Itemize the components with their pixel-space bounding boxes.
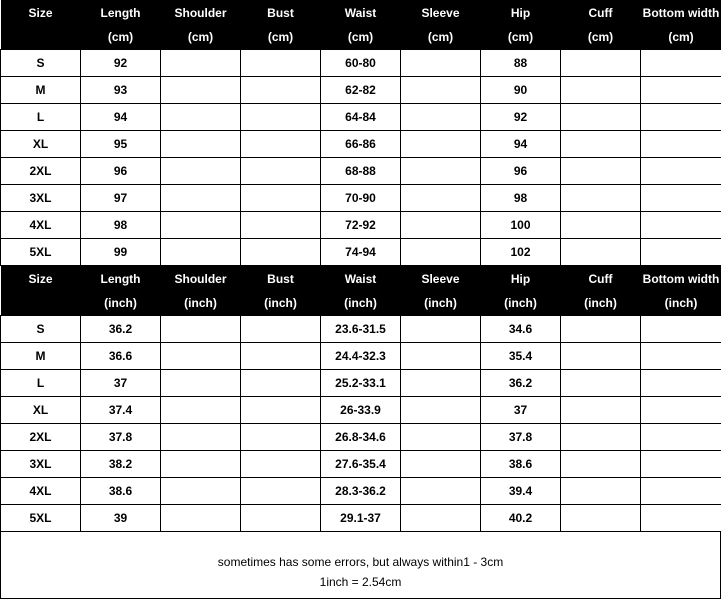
value-cell (561, 370, 641, 397)
column-header: Bust (241, 0, 321, 25)
size-cell: XL (1, 397, 81, 424)
value-cell: 36.6 (81, 343, 161, 370)
value-cell (401, 185, 481, 212)
column-header: Size (1, 0, 81, 25)
column-unit: (inch) (401, 291, 481, 316)
value-cell: 97 (81, 185, 161, 212)
value-cell (561, 316, 641, 343)
column-unit (1, 291, 81, 316)
value-cell (161, 77, 241, 104)
column-unit: (inch) (481, 291, 561, 316)
column-unit: (cm) (81, 25, 161, 50)
table-row (1, 77, 721, 104)
column-unit: (inch) (161, 291, 241, 316)
value-cell (161, 424, 241, 451)
value-cell: 39 (81, 505, 161, 532)
size-cell: M (1, 343, 81, 370)
size-cell: 3XL (1, 451, 81, 478)
size-cell: S (1, 50, 81, 77)
table-row (1, 131, 721, 158)
size-cell: S (1, 316, 81, 343)
value-cell (561, 158, 641, 185)
size-cell: L (1, 370, 81, 397)
value-cell (241, 397, 321, 424)
column-unit: (cm) (241, 25, 321, 50)
value-cell (161, 478, 241, 505)
column-header: Bottom width (641, 0, 721, 25)
value-cell (401, 370, 481, 397)
size-table-cm (0, 0, 721, 266)
value-cell (561, 397, 641, 424)
value-cell: 38.6 (81, 478, 161, 505)
value-cell (241, 316, 321, 343)
value-cell (241, 343, 321, 370)
value-cell (561, 185, 641, 212)
size-cell: 2XL (1, 158, 81, 185)
value-cell: 70-90 (321, 185, 401, 212)
value-cell (161, 343, 241, 370)
size-cell: 4XL (1, 212, 81, 239)
table-row (1, 104, 721, 131)
value-cell (641, 478, 721, 505)
value-cell (641, 505, 721, 532)
note-conversion: 1inch = 2.54cm (319, 575, 402, 589)
value-cell (241, 185, 321, 212)
column-header: Cuff (561, 266, 641, 291)
value-cell (161, 397, 241, 424)
value-cell (561, 77, 641, 104)
value-cell (241, 158, 321, 185)
value-cell: 37.8 (481, 424, 561, 451)
value-cell (161, 158, 241, 185)
column-unit: (cm) (561, 25, 641, 50)
size-cell: L (1, 104, 81, 131)
value-cell: 37 (481, 397, 561, 424)
header-row-units (1, 25, 721, 50)
column-header: Cuff (561, 0, 641, 25)
value-cell (561, 451, 641, 478)
value-cell: 92 (81, 50, 161, 77)
value-cell (641, 239, 721, 266)
size-table-inch (0, 266, 721, 532)
value-cell (241, 104, 321, 131)
value-cell (241, 505, 321, 532)
value-cell (641, 451, 721, 478)
value-cell (641, 50, 721, 77)
table-row (1, 50, 721, 77)
size-cell: 2XL (1, 424, 81, 451)
value-cell: 88 (481, 50, 561, 77)
value-cell (161, 104, 241, 131)
value-cell: 90 (481, 77, 561, 104)
column-header: Waist (321, 0, 401, 25)
value-cell: 66-86 (321, 131, 401, 158)
table-row (1, 239, 721, 266)
size-cell: 4XL (1, 478, 81, 505)
column-unit: (inch) (561, 291, 641, 316)
value-cell (641, 397, 721, 424)
table-body (1, 316, 721, 532)
value-cell (641, 77, 721, 104)
value-cell (401, 478, 481, 505)
value-cell (241, 50, 321, 77)
value-cell (241, 424, 321, 451)
value-cell (401, 131, 481, 158)
value-cell (241, 239, 321, 266)
value-cell (561, 212, 641, 239)
table-row (1, 316, 721, 343)
value-cell: 26.8-34.6 (321, 424, 401, 451)
value-cell (161, 505, 241, 532)
column-header: Length (81, 0, 161, 25)
value-cell (241, 451, 321, 478)
value-cell (401, 50, 481, 77)
value-cell: 26-33.9 (321, 397, 401, 424)
value-cell: 92 (481, 104, 561, 131)
value-cell (241, 212, 321, 239)
value-cell (401, 77, 481, 104)
column-unit: (cm) (401, 25, 481, 50)
value-cell: 37 (81, 370, 161, 397)
value-cell: 100 (481, 212, 561, 239)
value-cell: 39.4 (481, 478, 561, 505)
value-cell: 36.2 (481, 370, 561, 397)
table-row (1, 478, 721, 505)
header-row-units (1, 291, 721, 316)
value-cell (641, 185, 721, 212)
header-row-labels (1, 0, 721, 25)
value-cell (161, 185, 241, 212)
column-header: Size (1, 266, 81, 291)
column-header: Hip (481, 266, 561, 291)
value-cell (641, 316, 721, 343)
value-cell: 37.4 (81, 397, 161, 424)
value-cell: 94 (81, 104, 161, 131)
value-cell: 102 (481, 239, 561, 266)
value-cell: 37.8 (81, 424, 161, 451)
value-cell: 98 (81, 212, 161, 239)
value-cell (241, 370, 321, 397)
value-cell: 38.6 (481, 451, 561, 478)
value-cell (401, 397, 481, 424)
table-row (1, 397, 721, 424)
column-unit: (inch) (241, 291, 321, 316)
value-cell: 25.2-33.1 (321, 370, 401, 397)
value-cell: 94 (481, 131, 561, 158)
value-cell (161, 451, 241, 478)
value-cell (241, 77, 321, 104)
table-row (1, 343, 721, 370)
value-cell (561, 424, 641, 451)
table-row (1, 370, 721, 397)
column-unit: (cm) (161, 25, 241, 50)
value-cell (401, 212, 481, 239)
column-header: Shoulder (161, 0, 241, 25)
value-cell (161, 370, 241, 397)
table-row (1, 212, 721, 239)
column-header: Hip (481, 0, 561, 25)
value-cell (561, 131, 641, 158)
value-cell: 96 (481, 158, 561, 185)
value-cell: 29.1-37 (321, 505, 401, 532)
column-header: Waist (321, 266, 401, 291)
column-header: Shoulder (161, 266, 241, 291)
column-header: Length (81, 266, 161, 291)
value-cell (161, 131, 241, 158)
value-cell (401, 451, 481, 478)
value-cell (561, 104, 641, 131)
value-cell: 34.6 (481, 316, 561, 343)
table-row (1, 158, 721, 185)
value-cell: 72-92 (321, 212, 401, 239)
value-cell (401, 316, 481, 343)
value-cell: 27.6-35.4 (321, 451, 401, 478)
value-cell (161, 239, 241, 266)
size-cell: 5XL (1, 505, 81, 532)
value-cell (401, 158, 481, 185)
size-cell: 5XL (1, 239, 81, 266)
table-body (1, 50, 721, 266)
column-unit: (inch) (641, 291, 721, 316)
value-cell (641, 104, 721, 131)
value-cell (641, 131, 721, 158)
value-cell (561, 505, 641, 532)
value-cell (561, 50, 641, 77)
value-cell: 60-80 (321, 50, 401, 77)
table-row (1, 451, 721, 478)
value-cell (161, 316, 241, 343)
size-cell: 3XL (1, 185, 81, 212)
column-unit: (cm) (481, 25, 561, 50)
value-cell (401, 505, 481, 532)
table-row (1, 424, 721, 451)
value-cell (641, 212, 721, 239)
value-cell: 62-82 (321, 77, 401, 104)
table-row (1, 185, 721, 212)
column-unit (1, 25, 81, 50)
value-cell (561, 343, 641, 370)
value-cell: 24.4-32.3 (321, 343, 401, 370)
value-cell: 95 (81, 131, 161, 158)
value-cell: 96 (81, 158, 161, 185)
value-cell (161, 50, 241, 77)
value-cell: 28.3-36.2 (321, 478, 401, 505)
size-cell: XL (1, 131, 81, 158)
value-cell (401, 343, 481, 370)
value-cell (641, 424, 721, 451)
value-cell: 38.2 (81, 451, 161, 478)
value-cell (641, 343, 721, 370)
value-cell (161, 212, 241, 239)
value-cell: 64-84 (321, 104, 401, 131)
value-cell (641, 370, 721, 397)
column-header: Bust (241, 266, 321, 291)
value-cell: 98 (481, 185, 561, 212)
value-cell (641, 158, 721, 185)
value-cell: 93 (81, 77, 161, 104)
value-cell (241, 131, 321, 158)
column-unit: (inch) (321, 291, 401, 316)
value-cell: 74-94 (321, 239, 401, 266)
value-cell (401, 104, 481, 131)
value-cell: 40.2 (481, 505, 561, 532)
column-header: Bottom width (641, 266, 721, 291)
column-unit: (cm) (641, 25, 721, 50)
value-cell (401, 239, 481, 266)
value-cell: 35.4 (481, 343, 561, 370)
value-cell: 36.2 (81, 316, 161, 343)
column-header: Sleeve (401, 0, 481, 25)
column-unit: (cm) (321, 25, 401, 50)
size-cell: M (1, 77, 81, 104)
value-cell (561, 239, 641, 266)
value-cell: 99 (81, 239, 161, 266)
note-tolerance: sometimes has some errors, but always within1 - 3cm (217, 555, 504, 569)
value-cell: 23.6-31.5 (321, 316, 401, 343)
header-row-labels (1, 266, 721, 291)
measurement-note (0, 532, 721, 599)
table-row (1, 505, 721, 532)
value-cell (401, 424, 481, 451)
value-cell (241, 478, 321, 505)
column-unit: (inch) (81, 291, 161, 316)
column-header: Sleeve (401, 266, 481, 291)
value-cell (561, 478, 641, 505)
value-cell: 68-88 (321, 158, 401, 185)
